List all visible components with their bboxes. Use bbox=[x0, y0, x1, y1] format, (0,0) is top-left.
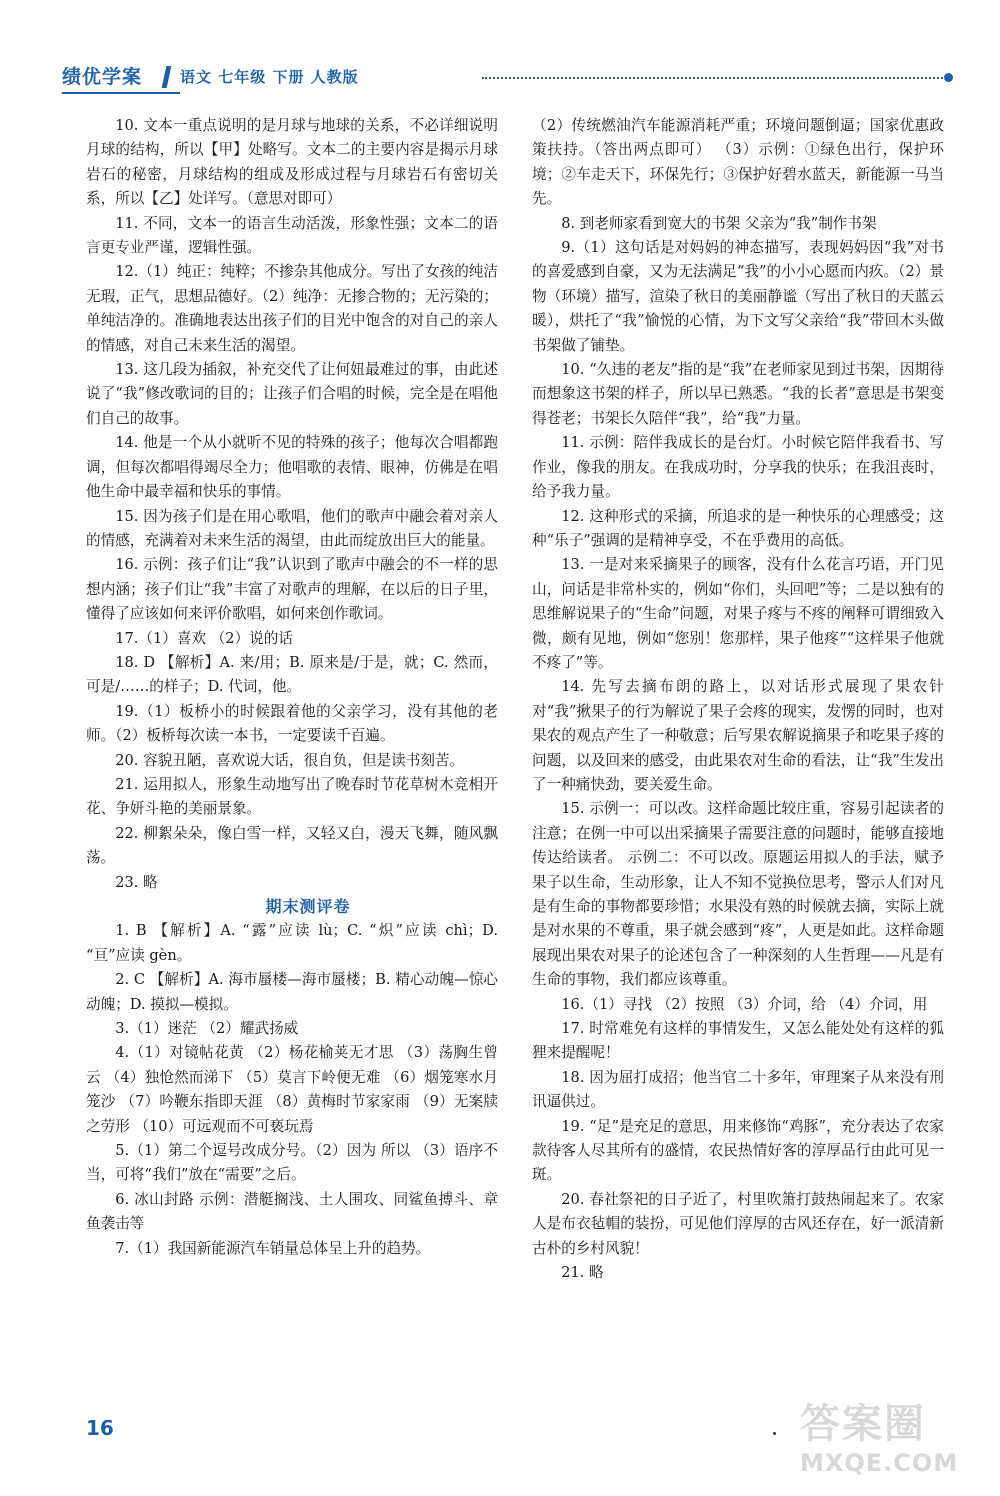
answer-item: 10. “久违的老友”指的是“我”在老师家见到过书架，因期待而想象这书架的样子，所以早已熟悉。“我的长者”意思是书架变得苍老；书架长久陪伴“我”，给“我”力量。 bbox=[532, 361, 944, 427]
header-dotted-rule bbox=[482, 77, 947, 79]
answer-item: 20. 春社祭祀的日子近了，村里吹箫打鼓热闹起来了。农家人是布衣毡帽的装扮，可见他们淳厚的古风还存在，好一派清新古朴的乡村风貌！ bbox=[532, 1190, 944, 1257]
answer-item: （2）传统燃油汽车能源消耗严重；环境问题倒逼；国家优惠政策扶持。（答出两点即可） （3）示例：①绿色出行，保护环境；②车走天下，环保先行；③保护好碧水蓝天，新能源一马当先。 bbox=[532, 117, 944, 208]
logo-accent-bar bbox=[162, 66, 172, 88]
left-answer-column bbox=[86, 114, 498, 1261]
answer-item: 18. D 【解析】A. 来/用；B. 原来是/于是，就；C. 然而，可是/……的样子；D. 代词，他。 bbox=[86, 653, 498, 696]
answer-item: 15. 因为孩子们是在用心歌唱，他们的歌声中融会着对亲人的情感，充满着对未来生活的渴望，由此而绽放出巨大的能量。 bbox=[86, 507, 498, 549]
watermark-domain: MXQE.COM bbox=[800, 1449, 959, 1477]
answer-item: 13. 这几段为插叙，补充交代了让何妞最难过的事，由此述说了“我”修改歌词的目的；让孩子们合唱的时候，完全是在唱他们自己的故事。 bbox=[86, 361, 498, 427]
answer-item: 7.（1）我国新能源汽车销量总体呈上升的趋势。 bbox=[115, 1239, 431, 1257]
answer-item: 9.（1）这句话是对妈妈的神态描写，表现妈妈因“我”对书的喜爱感到自豪，又为无法满足“我”的小小心愿而内疚。（2）景物（环境）描写，渲染了秋日的美丽静谧（写出了秋日的天蓝云暖），烘托了“我”愉悦的心情，为下文写父亲给“我”带回木头做书架做了铺垫。 bbox=[532, 239, 944, 354]
answer-item: 16.（1）寻找 （2）按照 （3）介词，给 （4）介词，用 bbox=[561, 995, 928, 1013]
right-answer-column bbox=[532, 114, 944, 1286]
answer-item: 13. 一是对来采摘果子的顾客，没有什么花言巧语，开门见山，问话是非常朴实的，例如“你们，头回吧”等；二是以独有的思维解说果子的“生命”问题，对果子疼与不疼的阐释可谓细致入微，颇有见地，例如“您别！您那样，果子他疼”“这样果子他就不疼了”等。 bbox=[532, 556, 944, 671]
site-watermark bbox=[800, 1400, 990, 1488]
answer-item: 11. 示例：陪伴我成长的是台灯。小时候它陪伴我看书、写作业，像我的朋友。在我成功时，分享我的快乐；在我沮丧时，给予我力量。 bbox=[532, 434, 944, 501]
answer-item: 10. 文本一重点说明的是月球与地球的关系，不必详细说明月球的结构，所以【甲】处略写。文本二的主要内容是揭示月球岩石的秘密，月球结构的组成及形成过程与月球岩石有密切关系，所以【乙】处详写。（意思对即可） bbox=[86, 117, 498, 208]
answer-item: 17. 时常难免有这样的事情发生，又怎么能处处有这样的狐狸来提醒呢！ bbox=[532, 1020, 944, 1062]
answer-item: 15. 示例一：可以改。这样命题比较庄重，容易引起读者的注意；在例一中可以出采摘果子需要注意的问题时，能够直接地传达给读者。 示例二：不可以改。原题运用拟人的手法，赋予果子以生命，生动形象，让人不知不觉换位思考，警示人们对凡是有生命的事物都要珍惜；水果没有熟的时候就去摘，实际上就是对水果的不尊重，果子就会感到“疼”，人更是如此。这样命题展现出果农对果子的论述包含了一种深刻的人生哲理——凡是有生命的事物，我们都应该尊重。 bbox=[532, 800, 944, 989]
answer-item: 3.（1）迷茫 （2）耀武扬威 bbox=[115, 1020, 299, 1038]
header-rule-dot bbox=[944, 73, 953, 82]
answer-item: 6. 冰山封路 示例：潜艇搁浅、土人围攻、同鲨鱼搏斗、章鱼袭击等 bbox=[86, 1190, 498, 1233]
page-header bbox=[62, 62, 962, 96]
answer-item: 12.（1）纯正：纯粹；不掺杂其他成分。写出了女孩的纯洁无瑕，正气，思想品德好。（2）纯净：无掺合物的；无污染的；单纯洁净的。准确地表达出孩子们的目光中饱含的对自己的亲人的情感，对自己未来生活的渴望。 bbox=[86, 263, 498, 354]
print-speck bbox=[773, 1432, 776, 1435]
answer-item: 20. 容貌丑陋，喜欢说大话，很自负，但是读书刻苦。 bbox=[115, 751, 465, 769]
answer-item: 11. 不同，文本一的语言生动活泼，形象性强；文本二的语言更专业严谨，逻辑性强。 bbox=[86, 214, 498, 257]
answer-item: 12. 这种形式的采摘，所追求的是一种快乐的心理感受；这种“乐子”强调的是精神享受，不在乎费用的高低。 bbox=[532, 507, 944, 549]
answer-item: 5.（1）第二个逗号改成分号。（2）因为 所以 （3）语序不当，可将“我们”放在“需要”之后。 bbox=[86, 1142, 498, 1184]
book-logo: 绩优学案 bbox=[62, 66, 143, 88]
answer-item: 19.（1）板桥小的时候跟着他的父亲学习，没有其他的老师。（2）板桥每次读一本书，一定要读千百遍。 bbox=[86, 702, 498, 745]
answer-item: 19. “足”是充足的意思，用来修饰“鸡豚”，充分表达了农家款待客人尽其所有的盛情，农民热情好客的淳厚品行由此可见一斑。 bbox=[532, 1117, 944, 1184]
answer-item: 21. 略 bbox=[561, 1264, 604, 1282]
answer-item: 14. 先写去摘布朗的路上，以对话形式展现了果农针对“我”揪果子的行为解说了果子会疼的现实，发愣的同时，也对果农的观点产生了一种敬意；后写果农解说摘果子和吃果子疼的问题，以及回来的感受，由此果农对生命的看法，让“我”生发出了一种痛快劲，要关爱生命。 bbox=[532, 678, 944, 793]
book-subtitle: 语文 七年级 下册 人教版 bbox=[180, 68, 359, 86]
answer-item: 2. C 【解析】A. 海市蜃楼—海市蜃楼；B. 精心动魄—惊心动魄；D. 摸拟—模拟。 bbox=[86, 971, 498, 1013]
watermark-logo-text: 答案圈 bbox=[800, 1401, 926, 1447]
answer-item: 17.（1）喜欢 （2）说的话 bbox=[115, 629, 293, 647]
answer-item: 21. 运用拟人，形象生动地写出了晚春时节花草树木竞相开花、争妍斗艳的美丽景象。 bbox=[86, 775, 498, 818]
answer-item: 8. 到老师家看到宽大的书架 父亲为“我”制作书架 bbox=[561, 214, 877, 232]
answer-item: 18. 因为屈打成招；他当官二十多年，审理案子从来没有刑讯逼供过。 bbox=[532, 1068, 944, 1111]
logo-underline bbox=[62, 92, 180, 94]
answer-item: 14. 他是一个从小就听不见的特殊的孩子；他每次合唱都跑调，但每次都唱得竭尽全力；他唱歌的表情、眼神，仿佛是在唱他生命中最幸福和快乐的事情。 bbox=[86, 434, 498, 501]
page-number: 16 bbox=[86, 1416, 114, 1440]
answer-item: 4.（1）对镜帖花黄 （2）杨花榆荚无才思 （3）荡胸生曾云 （4）独怆然而涕下 （5）莫言下岭便无难 （6）烟笼寒水月笼沙 （7）吟鞭东指即天涯 （8）黄梅时节家家雨 （9）无案牍之劳形 （10）可远观而不可亵玩焉 bbox=[86, 1044, 498, 1135]
answer-item: 1. B 【解析】A. “露”应读 lù；C. “炽”应读 chì；D. “亘”应读 gèn。 bbox=[86, 922, 498, 964]
section-title: 期末测评卷 bbox=[265, 897, 351, 916]
answer-item: 22. 柳絮朵朵，像白雪一样，又轻又白，漫天飞舞，随风飘荡。 bbox=[86, 824, 498, 867]
answer-item: 16. 示例：孩子们让“我”认识到了歌声中融会的不一样的思想内涵；孩子们让“我”丰富了对歌声的理解，在以后的日子里，懂得了应该如何来评价歌唱，如何来创作歌词。 bbox=[86, 556, 498, 623]
answer-item: 23. 略 bbox=[115, 873, 158, 891]
